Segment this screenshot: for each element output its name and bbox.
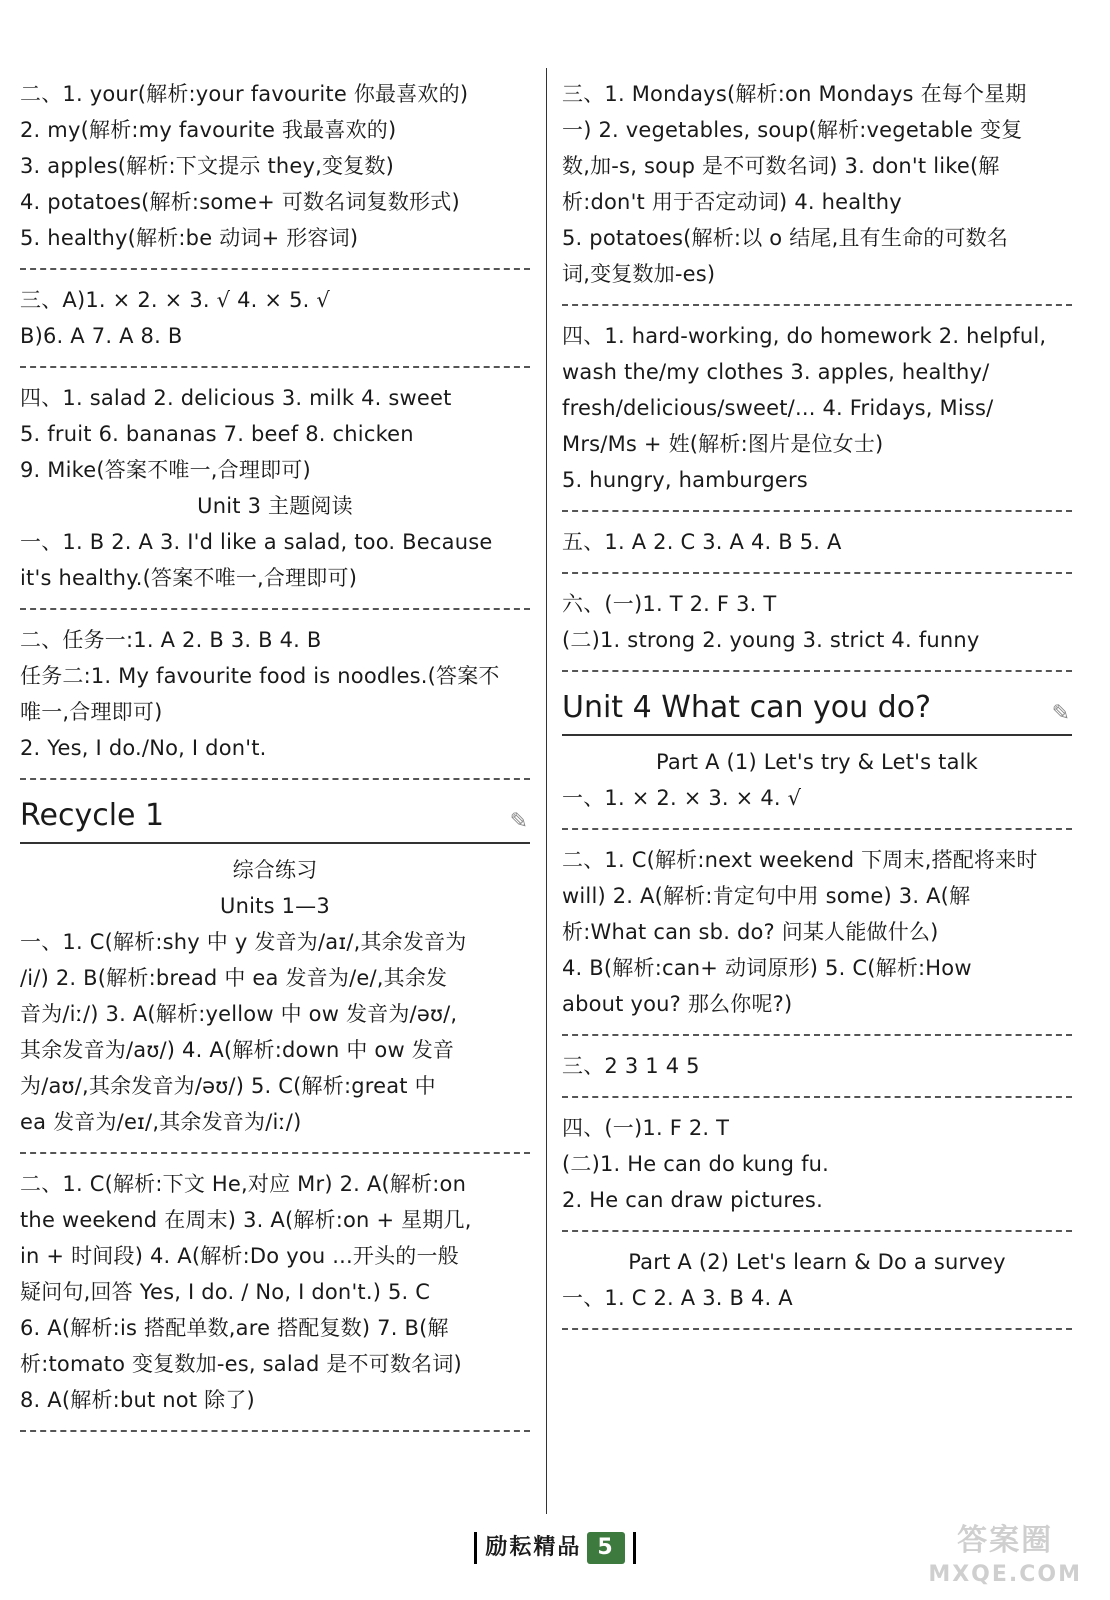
section-subheading: 综合练习 (232, 858, 318, 882)
answer-line: in + 时间段) 4. A(解析:Do you ...开头的一般 (20, 1244, 459, 1268)
unit-title-text: Unit 4 What can you do? (562, 690, 931, 725)
answer-line: Mrs/Ms + 姓(解析:图片是位女士) (562, 432, 884, 456)
answer-line: 5. fruit 6. bananas 7. beef 8. chicken (20, 422, 414, 446)
answer-line: 唯一,合理即可) (20, 700, 163, 724)
section-subheading: Part A (1) Let's try & Let's talk (655, 750, 979, 774)
answer-line: 音为/iː/) 3. A(解析:yellow 中 ow 发音为/əʊ/, (20, 1002, 458, 1026)
decorative-sketch-icon: ✎ (509, 809, 528, 834)
answer-line: 二、任务一:1. A 2. B 3. B 4. B (20, 628, 322, 652)
unit-title (562, 686, 1072, 736)
answer-line: 一、1. × 2. × 3. × 4. √ (562, 786, 802, 810)
answer-line: B)6. A 7. A 8. B (20, 324, 183, 348)
answer-line: 6. A(解析:is 搭配单数,are 搭配复数) 7. B(解 (20, 1316, 449, 1340)
answer-line: 任务二:1. My favourite food is noodles.(答案不 (20, 664, 500, 688)
answer-line: 一、1. B 2. A 3. I'd like a salad, too. Because (20, 530, 493, 554)
section-divider (562, 572, 1072, 574)
answer-line: 疑问句,回答 Yes, I do. / No, I don't.) 5. C (20, 1280, 431, 1304)
answer-line: 三、A)1. × 2. × 3. √ 4. × 5. √ (20, 288, 330, 312)
section-divider (20, 608, 530, 610)
answer-line: ea 发音为/eɪ/,其余发音为/iː/) (20, 1110, 302, 1134)
answer-line: (二)1. strong 2. young 3. strict 4. funny (562, 628, 980, 652)
answer-line: 二、1. C(解析:next weekend 下周末,搭配将来时 (562, 848, 1038, 872)
answer-line: 三、2 3 1 4 5 (562, 1054, 700, 1078)
answer-line: 一) 2. vegetables, soup(解析:vegetable 变复 (562, 118, 1023, 142)
section-divider (562, 510, 1072, 512)
watermark-logo-text: 答案圈 (957, 1523, 1054, 1558)
answer-line: 三、1. Mondays(解析:on Mondays 在每个星期 (562, 82, 1027, 106)
answer-line: 8. A(解析:but not 除了) (20, 1388, 255, 1412)
answer-line: /i/) 2. B(解析:bread 中 ea 发音为/e/,其余发 (20, 966, 448, 990)
answer-line: it's healthy.(答案不唯一,合理即可) (20, 566, 358, 590)
answer-line: about you? 那么你呢?) (562, 992, 793, 1016)
section-divider (20, 268, 530, 270)
answer-line: 析:don't 用于否定动词) 4. healthy (562, 190, 902, 214)
answer-line: (二)1. He can do kung fu. (562, 1152, 830, 1176)
watermark (928, 1524, 1082, 1592)
answer-line: 四、1. salad 2. delicious 3. milk 4. sweet (20, 386, 452, 410)
brand-logo (474, 1532, 635, 1564)
section-divider (20, 778, 530, 780)
section-divider (562, 1230, 1072, 1232)
column-divider (546, 68, 547, 1514)
answer-line: 5. healthy(解析:be 动词+ 形容词) (20, 226, 359, 250)
unit-title-text: Recycle 1 (20, 798, 165, 833)
watermark-url: MXQE.COM (928, 1562, 1082, 1587)
section-divider (562, 1328, 1072, 1330)
right-column (562, 76, 1072, 1600)
answer-line: 析:What can sb. do? 问某人能做什么) (562, 920, 939, 944)
answer-line: 二、1. your(解析:your favourite 你最喜欢的) (20, 82, 469, 106)
answer-line: 四、1. hard-working, do homework 2. helpful, (562, 324, 1047, 348)
answer-line: 2. Yes, I do./No, I don't. (20, 736, 267, 760)
left-column (20, 76, 530, 1600)
unit-title (20, 794, 530, 844)
section-divider (20, 366, 530, 368)
answer-line: wash the/my clothes 3. apples, healthy/ (562, 360, 990, 384)
answer-line: 四、(一)1. F 2. T (562, 1116, 730, 1140)
answer-line: 析:tomato 变复数加-es, salad 是不可数名词) (20, 1352, 462, 1376)
section-divider (20, 1152, 530, 1154)
answer-line: 其余发音为/aʊ/) 4. A(解析:down 中 ow 发音 (20, 1038, 455, 1062)
page-number: 5 (587, 1532, 624, 1564)
section-divider (562, 670, 1072, 672)
answer-line: 五、1. A 2. C 3. A 4. B 5. A (562, 530, 842, 554)
section-divider (562, 1034, 1072, 1036)
answer-line: 2. He can draw pictures. (562, 1188, 823, 1212)
section-divider (562, 828, 1072, 830)
answer-line: 词,变复数加-es) (562, 262, 716, 286)
answer-line: 4. potatoes(解析:some+ 可数名词复数形式) (20, 190, 460, 214)
decorative-sketch-icon: ✎ (1051, 701, 1070, 726)
section-divider (562, 304, 1072, 306)
answer-line: 六、(一)1. T 2. F 3. T (562, 592, 777, 616)
answer-line: 9. Mike(答案不唯一,合理即可) (20, 458, 311, 482)
answer-line: 二、1. C(解析:下文 He,对应 Mr) 2. A(解析:on (20, 1172, 467, 1196)
answer-line: will) 2. A(解析:肯定句中用 some) 3. A(解 (562, 884, 971, 908)
answer-line: 5. hungry, hamburgers (562, 468, 808, 492)
answer-line: 数,加-s, soup 是不可数名词) 3. don't like(解 (562, 154, 1000, 178)
section-divider (20, 1430, 530, 1432)
section-subheading: Unit 3 主题阅读 (197, 494, 353, 518)
section-divider (562, 1096, 1072, 1098)
answer-line: 5. potatoes(解析:以 o 结尾,且有生命的可数名 (562, 226, 1009, 250)
answer-line: 为/aʊ/,其余发音为/əʊ/) 5. C(解析:great 中 (20, 1074, 436, 1098)
brand-name: 励耘精品 (485, 1535, 582, 1560)
answer-line: 4. B(解析:can+ 动词原形) 5. C(解析:How (562, 956, 972, 980)
answer-line: the weekend 在周末) 3. A(解析:on + 星期几, (20, 1208, 472, 1232)
section-subheading: Part A (2) Let's learn & Do a survey (628, 1250, 1006, 1274)
answer-line: 一、1. C 2. A 3. B 4. A (562, 1286, 793, 1310)
section-subheading: Units 1—3 (220, 894, 330, 918)
answer-line: fresh/delicious/sweet/... 4. Fridays, Miss/ (562, 396, 994, 420)
answer-line: 一、1. C(解析:shy 中 y 发音为/aɪ/,其余发音为 (20, 930, 467, 954)
answer-line: 3. apples(解析:下文提示 they,变复数) (20, 154, 395, 178)
answer-line: 2. my(解析:my favourite 我最喜欢的) (20, 118, 397, 142)
